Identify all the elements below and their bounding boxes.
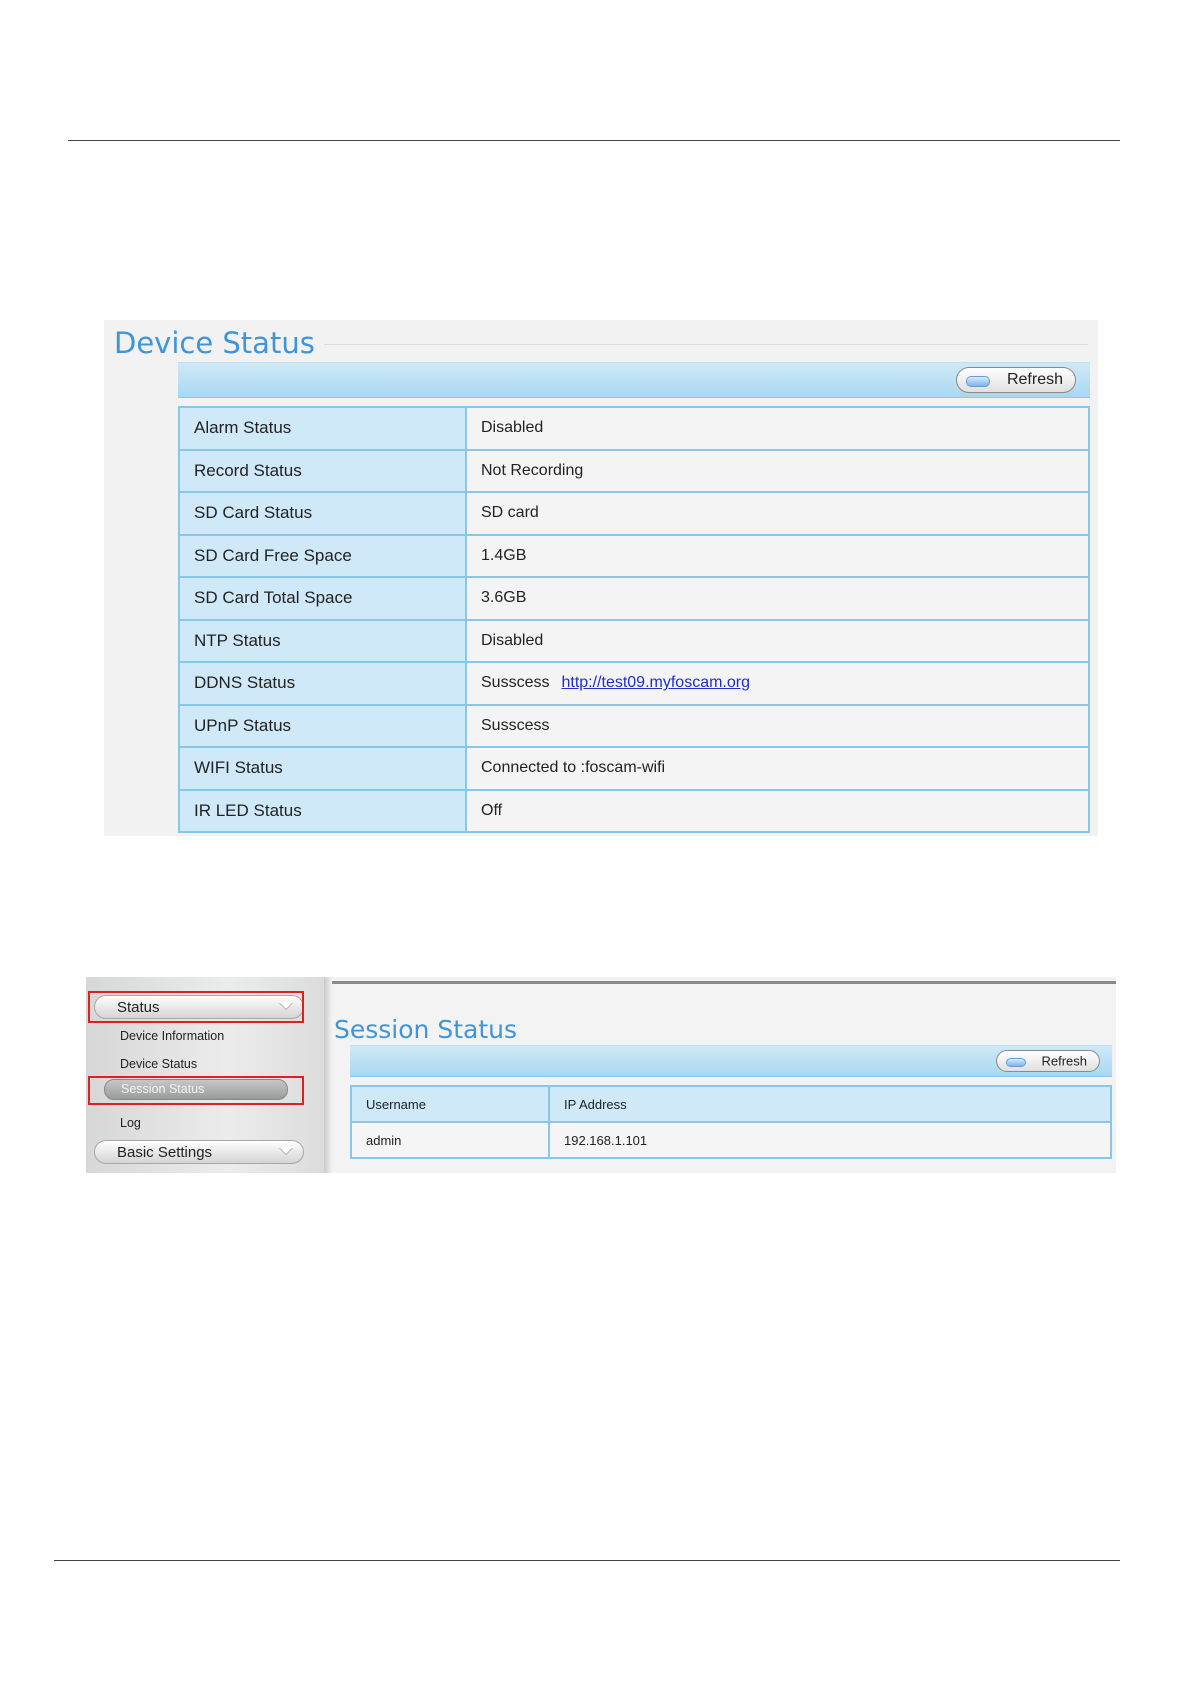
row-label: WIFI Status <box>179 747 466 790</box>
status-menu-label: Status <box>117 998 160 1016</box>
footer-rule <box>54 1560 1120 1561</box>
table-row <box>179 492 1089 535</box>
table-row <box>179 662 1089 705</box>
row-value: 1.4GB <box>466 535 1089 578</box>
row-label: Record Status <box>179 450 466 493</box>
username-cell: admin <box>351 1122 549 1158</box>
device-status-table <box>178 406 1090 833</box>
table-row <box>179 747 1089 790</box>
row-label: NTP Status <box>179 620 466 663</box>
ddns-link[interactable]: http://test09.myfoscam.org <box>561 674 750 692</box>
sidebar-item-session-status[interactable]: Session Status <box>104 1079 288 1100</box>
table-row <box>179 790 1089 833</box>
table-header-row <box>351 1086 1111 1122</box>
table-row <box>179 407 1089 450</box>
refresh-label: Refresh <box>1041 1053 1087 1069</box>
refresh-button[interactable] <box>996 1050 1100 1072</box>
basic-settings-label: Basic Settings <box>117 1143 213 1161</box>
session-top-border <box>332 981 1116 984</box>
device-status-toolbar <box>178 362 1090 398</box>
row-value: Not Recording <box>466 450 1089 493</box>
row-value: Susscess <box>481 674 550 692</box>
refresh-icon <box>1006 1058 1026 1067</box>
row-value: Off <box>466 790 1089 833</box>
refresh-icon <box>966 376 990 387</box>
row-value: 3.6GB <box>466 577 1089 620</box>
device-status-title: Device Status <box>114 326 315 360</box>
row-label: SD Card Total Space <box>179 577 466 620</box>
table-row <box>179 450 1089 493</box>
ddns-value-cell <box>466 662 1089 705</box>
status-highlight-box <box>88 991 304 1023</box>
row-label: Alarm Status <box>179 407 466 450</box>
chevron-down-icon <box>279 1147 293 1154</box>
session-status-toolbar <box>350 1045 1112 1077</box>
row-value: Disabled <box>466 620 1089 663</box>
refresh-label: Refresh <box>1006 371 1063 388</box>
session-table <box>350 1085 1112 1159</box>
row-label: UPnP Status <box>179 705 466 748</box>
sidebar-item-device-information[interactable]: Device Information <box>120 1029 225 1043</box>
sidebar-divider <box>324 977 332 1173</box>
row-label: SD Card Free Space <box>179 535 466 578</box>
table-row <box>351 1122 1111 1158</box>
header-rule <box>68 140 1120 141</box>
row-value: Disabled <box>466 407 1089 450</box>
column-header-username: Username <box>351 1086 549 1122</box>
row-label: DDNS Status <box>179 662 466 705</box>
table-row <box>179 620 1089 663</box>
table-row <box>179 705 1089 748</box>
table-row <box>179 535 1089 578</box>
title-divider <box>324 344 1088 345</box>
row-label: SD Card Status <box>179 492 466 535</box>
column-header-ip-address: IP Address <box>549 1086 1111 1122</box>
refresh-button[interactable] <box>956 367 1076 393</box>
session-status-highlight-box <box>88 1076 304 1105</box>
sidebar <box>86 977 324 1173</box>
row-value: SD card <box>466 492 1089 535</box>
sidebar-item-device-status[interactable]: Device Status <box>120 1057 198 1071</box>
row-value: Connected to :foscam-wifi <box>466 747 1089 790</box>
table-row <box>179 577 1089 620</box>
row-label: IR LED Status <box>179 790 466 833</box>
row-value: Susscess <box>466 705 1089 748</box>
sidebar-item-log[interactable]: Log <box>120 1116 141 1130</box>
basic-settings-menu-button[interactable] <box>94 1140 304 1164</box>
session-status-screenshot <box>86 977 1116 1173</box>
device-status-panel <box>104 320 1098 836</box>
ip-address-cell: 192.168.1.101 <box>549 1122 1111 1158</box>
session-status-title: Session Status <box>334 1015 517 1044</box>
